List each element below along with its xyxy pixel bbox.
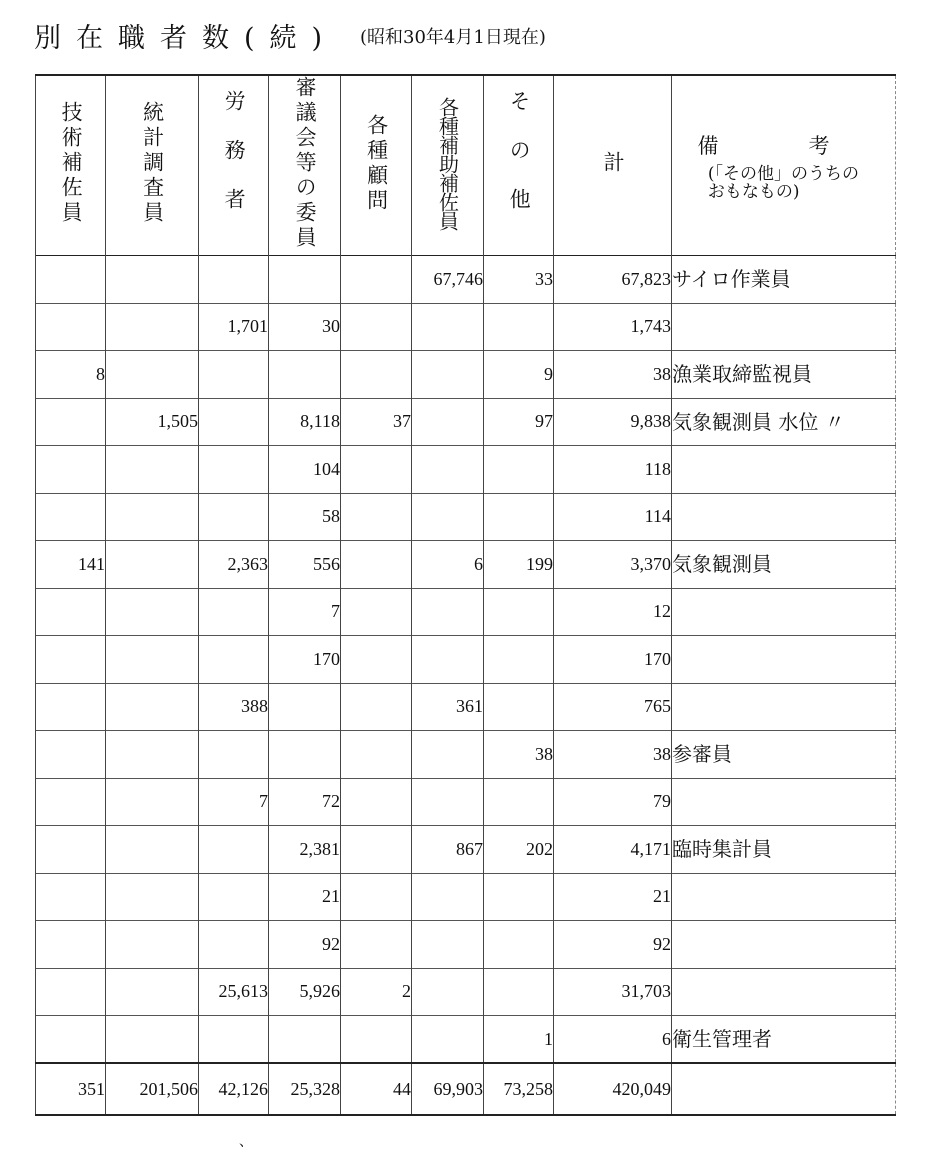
cell-council (269, 731, 341, 779)
cell-tech (36, 303, 106, 351)
cell-other (484, 588, 554, 636)
cell-total: 765 (554, 683, 672, 731)
staff-count-table (35, 74, 920, 1116)
cell-other: 38 (484, 731, 554, 779)
cell-assist (412, 351, 484, 399)
table-body (36, 256, 896, 1116)
cell-council: 2,381 (269, 826, 341, 874)
cell-labor (199, 731, 269, 779)
cell-assist (412, 1016, 484, 1064)
cell-council: 72 (269, 778, 341, 826)
cell-total: 1,743 (554, 303, 672, 351)
cell-total: 38 (554, 351, 672, 399)
header-row (36, 75, 896, 256)
cell-labor: 2,363 (199, 541, 269, 589)
header-labor: 労務者 (199, 75, 269, 256)
cell-other: 199 (484, 541, 554, 589)
cell-total: 79 (554, 778, 672, 826)
cell-stat (106, 446, 199, 494)
cell-total: 6 (554, 1016, 672, 1064)
cell-advisor (341, 683, 412, 731)
table-row (36, 256, 896, 304)
cell-remarks (672, 968, 896, 1016)
cell-other: 73,258 (484, 1063, 554, 1115)
cell-other (484, 683, 554, 731)
cell-stat (106, 493, 199, 541)
cell-total: 21 (554, 873, 672, 921)
cell-tech: 351 (36, 1063, 106, 1115)
cell-tech (36, 636, 106, 684)
cell-total: 118 (554, 446, 672, 494)
remarks-title: 備考 (697, 133, 920, 158)
cell-other: 202 (484, 826, 554, 874)
cell-council: 5,926 (269, 968, 341, 1016)
cell-advisor (341, 303, 412, 351)
table-row (36, 873, 896, 921)
cell-labor: 42,126 (199, 1063, 269, 1115)
cell-advisor (341, 921, 412, 969)
cell-assist: 6 (412, 541, 484, 589)
total-row (36, 1063, 896, 1115)
cell-stat (106, 968, 199, 1016)
page-subtitle: (昭和30年4月1日現在) (360, 27, 546, 48)
table-row (36, 826, 896, 874)
cell-tech (36, 683, 106, 731)
footer-mark: 、 (239, 1134, 253, 1150)
cell-assist (412, 303, 484, 351)
cell-tech (36, 873, 106, 921)
cell-total: 12 (554, 588, 672, 636)
cell-tech (36, 826, 106, 874)
cell-advisor: 2 (341, 968, 412, 1016)
cell-council (269, 1016, 341, 1064)
cell-tech (36, 778, 106, 826)
cell-assist (412, 636, 484, 684)
cell-remarks: 気象観測員 水位 〃 (672, 398, 896, 446)
cell-assist (412, 921, 484, 969)
cell-assist: 69,903 (412, 1063, 484, 1115)
cell-stat (106, 588, 199, 636)
cell-remarks: 参審員 (672, 731, 896, 779)
table-row (36, 968, 896, 1016)
cell-labor (199, 588, 269, 636)
cell-stat (106, 256, 199, 304)
cell-labor (199, 636, 269, 684)
cell-stat (106, 683, 199, 731)
cell-other (484, 921, 554, 969)
cell-tech (36, 588, 106, 636)
cell-other (484, 778, 554, 826)
cell-council: 25,328 (269, 1063, 341, 1115)
cell-labor (199, 873, 269, 921)
cell-assist (412, 778, 484, 826)
cell-remarks: 臨時集計員 (672, 826, 896, 874)
cell-other: 1 (484, 1016, 554, 1064)
cell-assist (412, 873, 484, 921)
cell-labor (199, 1016, 269, 1064)
cell-labor (199, 398, 269, 446)
cell-total: 31,703 (554, 968, 672, 1016)
cell-other (484, 303, 554, 351)
cell-other: 97 (484, 398, 554, 446)
cell-stat (106, 636, 199, 684)
remarks-note: (「その他」のうちの おもなもの) (707, 163, 860, 202)
cell-advisor (341, 256, 412, 304)
cell-assist (412, 731, 484, 779)
cell-stat (106, 873, 199, 921)
cell-labor: 388 (199, 683, 269, 731)
cell-advisor (341, 731, 412, 779)
cell-advisor (341, 826, 412, 874)
cell-remarks (672, 493, 896, 541)
cell-labor: 7 (199, 778, 269, 826)
cell-total: 170 (554, 636, 672, 684)
cell-remarks (672, 446, 896, 494)
cell-stat (106, 303, 199, 351)
header-total: 計 (554, 75, 672, 256)
cell-remarks (672, 303, 896, 351)
cell-council (269, 256, 341, 304)
cell-other (484, 493, 554, 541)
cell-assist (412, 398, 484, 446)
cell-assist (412, 493, 484, 541)
cell-stat (106, 778, 199, 826)
table-row (36, 541, 896, 589)
cell-assist (412, 968, 484, 1016)
cell-tech (36, 1016, 106, 1064)
cell-council: 21 (269, 873, 341, 921)
table-row (36, 493, 896, 541)
cell-tech (36, 256, 106, 304)
cell-remarks: 衛生管理者 (672, 1016, 896, 1064)
cell-tech (36, 446, 106, 494)
cell-other (484, 446, 554, 494)
cell-council: 556 (269, 541, 341, 589)
cell-stat (106, 921, 199, 969)
cell-labor (199, 351, 269, 399)
header-advisor: 各種顧問 (341, 75, 412, 256)
table-row (36, 303, 896, 351)
cell-labor (199, 446, 269, 494)
cell-advisor (341, 873, 412, 921)
table-row (36, 778, 896, 826)
cell-advisor (341, 351, 412, 399)
cell-council: 8,118 (269, 398, 341, 446)
cell-council: 7 (269, 588, 341, 636)
header-council: 審議会等の委員 (269, 75, 341, 256)
cell-assist (412, 588, 484, 636)
cell-remarks (672, 1063, 896, 1115)
cell-other: 9 (484, 351, 554, 399)
cell-other (484, 968, 554, 1016)
cell-remarks (672, 588, 896, 636)
cell-remarks: 漁業取締監視員 (672, 351, 896, 399)
cell-council: 92 (269, 921, 341, 969)
cell-total: 114 (554, 493, 672, 541)
cell-total: 4,171 (554, 826, 672, 874)
cell-advisor (341, 778, 412, 826)
table-row (36, 588, 896, 636)
cell-total: 420,049 (554, 1063, 672, 1115)
cell-remarks (672, 683, 896, 731)
cell-council: 104 (269, 446, 341, 494)
cell-total: 3,370 (554, 541, 672, 589)
cell-stat (106, 541, 199, 589)
page-title: 別在職者数(続) (34, 23, 338, 54)
cell-stat (106, 1016, 199, 1064)
cell-advisor (341, 493, 412, 541)
cell-remarks: サイロ作業員 (672, 256, 896, 304)
header-stat: 統計調査員 (106, 75, 199, 256)
table-row (36, 921, 896, 969)
cell-advisor: 44 (341, 1063, 412, 1115)
cell-tech (36, 921, 106, 969)
table-row (36, 398, 896, 446)
cell-remarks (672, 873, 896, 921)
cell-remarks (672, 636, 896, 684)
cell-total: 92 (554, 921, 672, 969)
cell-assist: 867 (412, 826, 484, 874)
cell-stat: 1,505 (106, 398, 199, 446)
cell-council (269, 683, 341, 731)
table-row (36, 683, 896, 731)
cell-council: 170 (269, 636, 341, 684)
cell-council: 30 (269, 303, 341, 351)
cell-tech (36, 493, 106, 541)
table-row (36, 351, 896, 399)
cell-tech (36, 731, 106, 779)
cell-council (269, 351, 341, 399)
table-row (36, 636, 896, 684)
cell-labor: 1,701 (199, 303, 269, 351)
cell-council: 58 (269, 493, 341, 541)
cell-tech (36, 968, 106, 1016)
cell-total: 9,838 (554, 398, 672, 446)
cell-other (484, 873, 554, 921)
cell-stat (106, 731, 199, 779)
cell-labor (199, 921, 269, 969)
cell-stat (106, 826, 199, 874)
cell-total: 67,823 (554, 256, 672, 304)
cell-assist: 361 (412, 683, 484, 731)
header-remarks (672, 75, 920, 256)
cell-assist (412, 446, 484, 494)
cell-advisor (341, 541, 412, 589)
cell-advisor (341, 636, 412, 684)
cell-total: 38 (554, 731, 672, 779)
cell-advisor (341, 446, 412, 494)
cell-advisor (341, 1016, 412, 1064)
cell-stat (106, 351, 199, 399)
header-other: その他 (484, 75, 554, 256)
cell-remarks (672, 778, 896, 826)
cell-remarks (672, 921, 896, 969)
cell-advisor (341, 588, 412, 636)
cell-tech: 141 (36, 541, 106, 589)
header-assist: 各種補助補佐員 (412, 75, 484, 256)
cell-other (484, 636, 554, 684)
cell-labor: 25,613 (199, 968, 269, 1016)
cell-tech: 8 (36, 351, 106, 399)
cell-remarks: 気象観測員 (672, 541, 896, 589)
cell-assist: 67,746 (412, 256, 484, 304)
cell-labor (199, 493, 269, 541)
table-row (36, 731, 896, 779)
header-tech: 技術補佐員 (36, 75, 106, 256)
cell-labor (199, 826, 269, 874)
cell-labor (199, 256, 269, 304)
table-row (36, 1016, 896, 1064)
cell-advisor: 37 (341, 398, 412, 446)
cell-tech (36, 398, 106, 446)
cell-stat: 201,506 (106, 1063, 199, 1115)
cell-other: 33 (484, 256, 554, 304)
table-row (36, 446, 896, 494)
